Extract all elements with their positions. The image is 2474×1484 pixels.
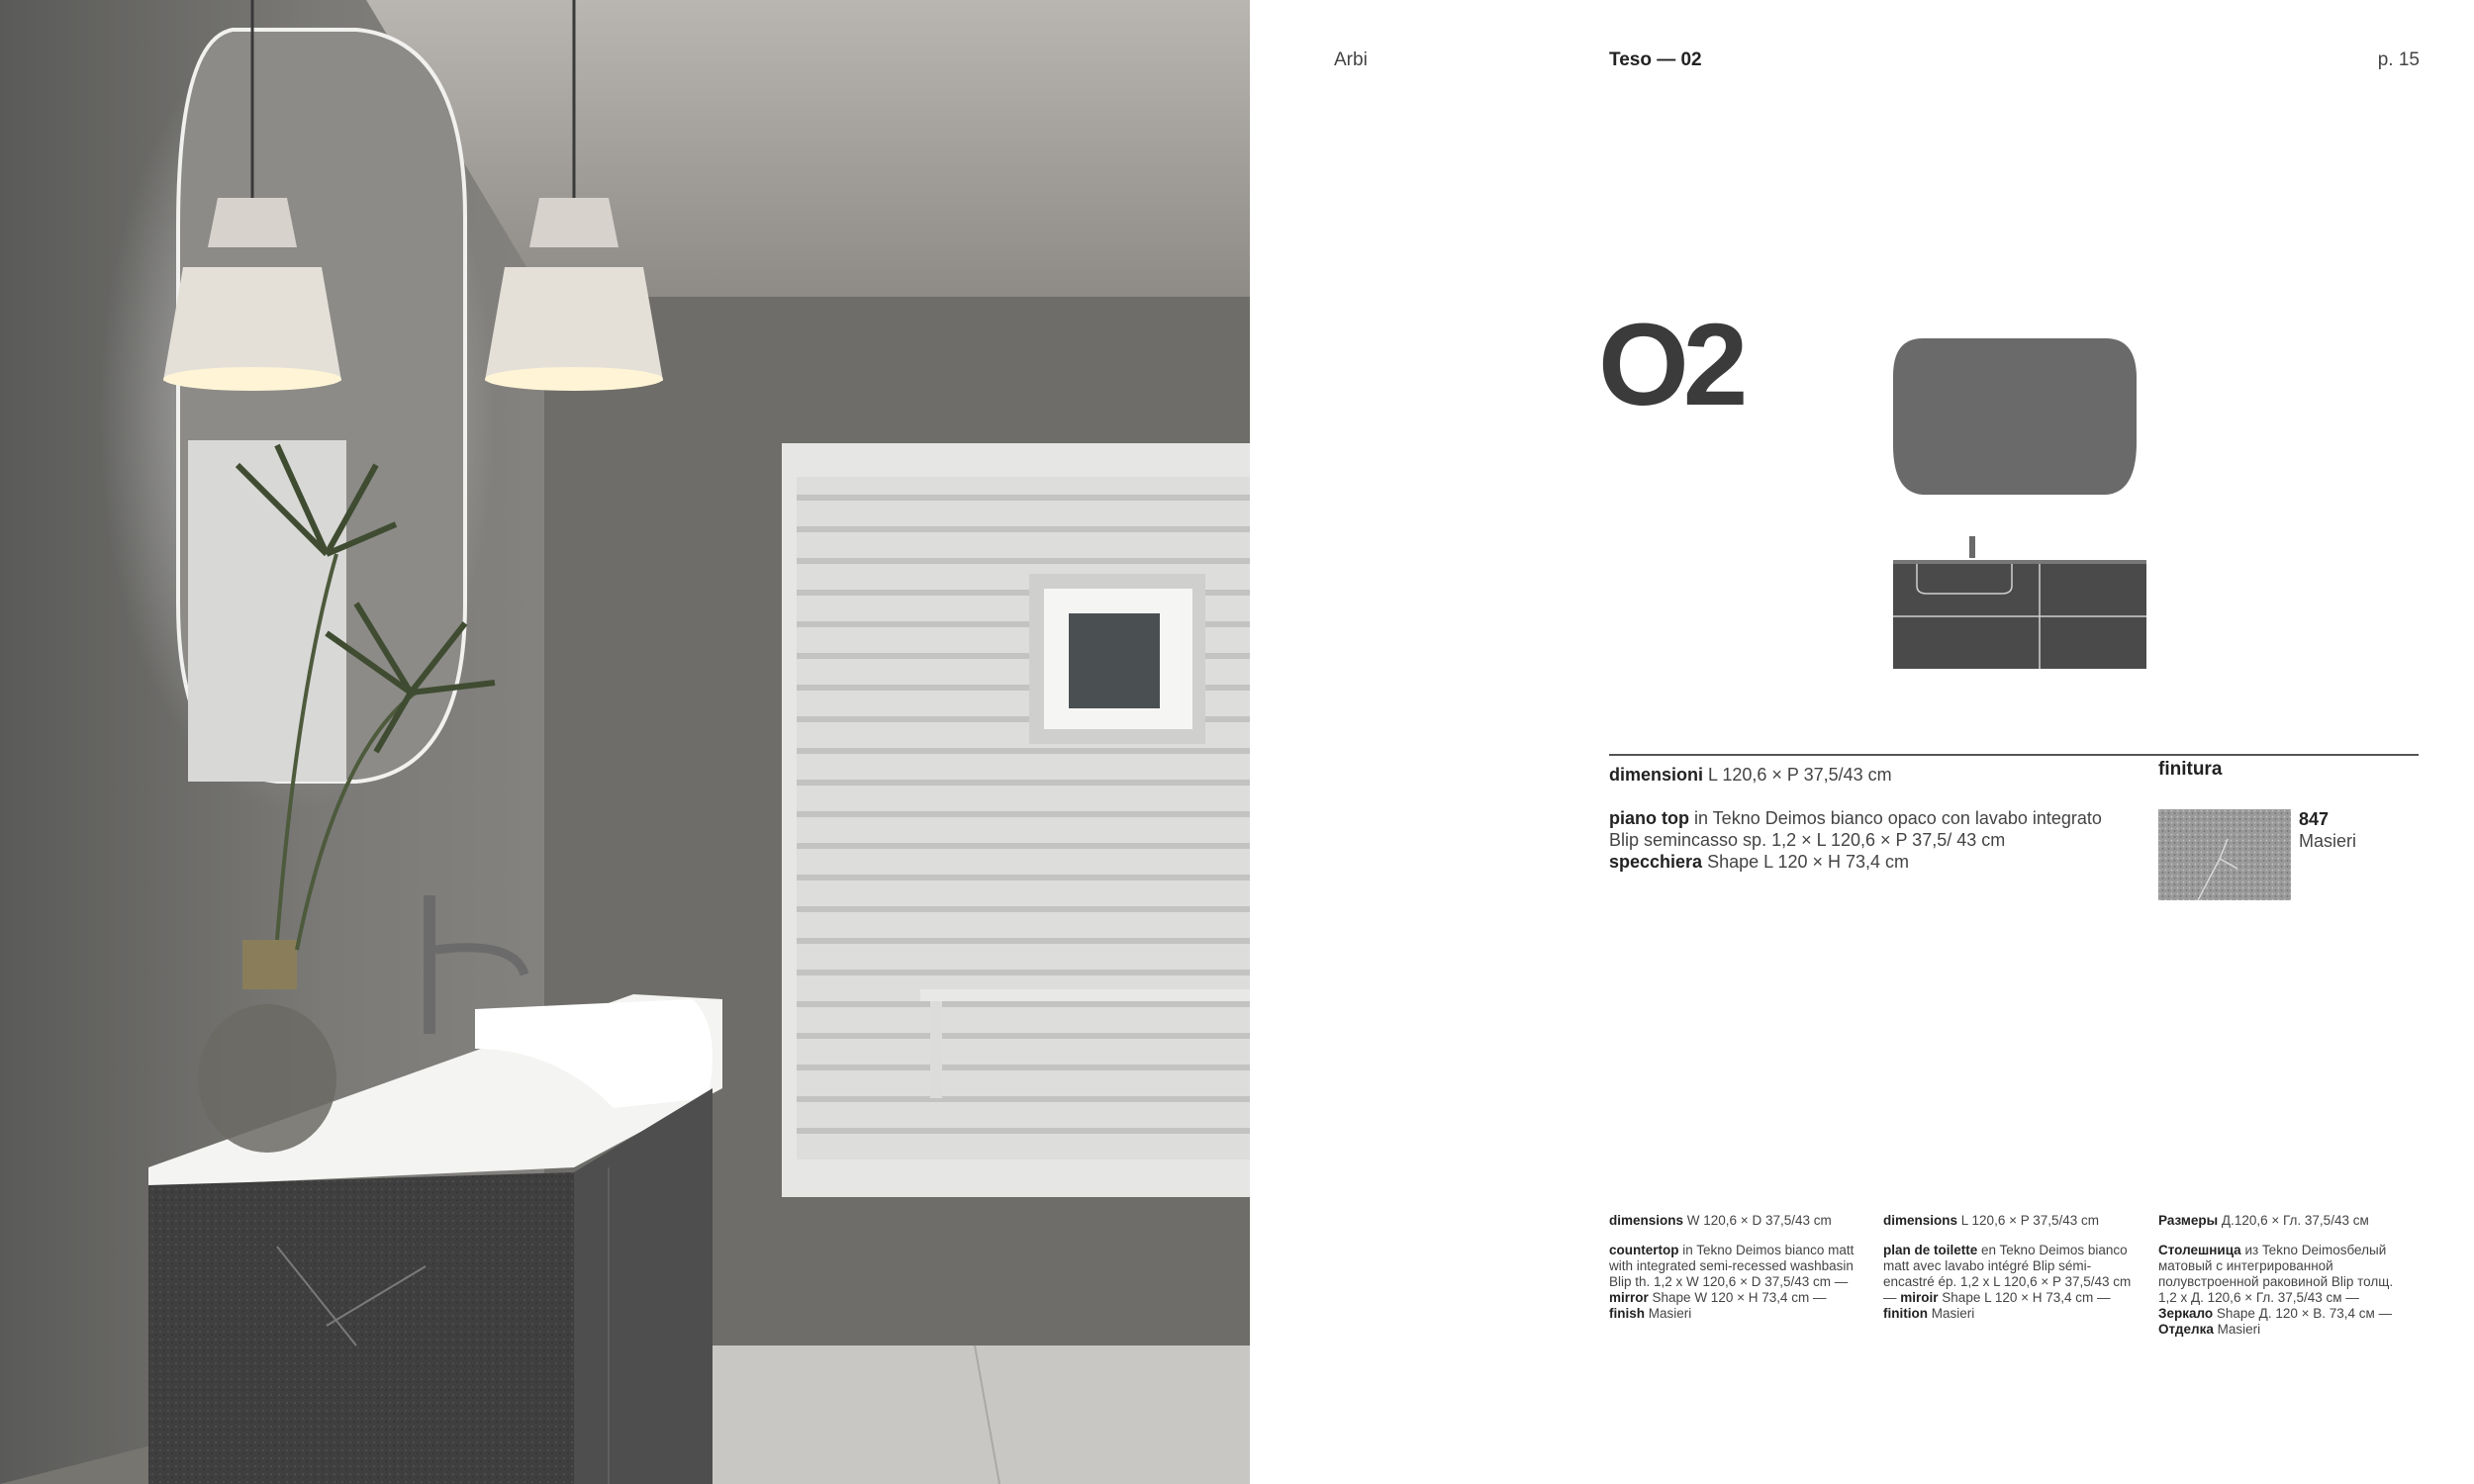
mirror-value: Shape L 120 × H 73,4 cm (1707, 852, 1910, 872)
fr-top-value: en Tekno Deimos bianco matt avec lavabo intégré Blip sémi-encastré ép. 1,2 x L 120,6 × P 37,5/43 cm — (1883, 1243, 2132, 1305)
composition-number: O2 (1598, 300, 1743, 430)
en-finish-value: Masieri (1648, 1306, 1692, 1321)
top-value: in Tekno Deimos bianco opaco con lavabo integrato Blip semincasso sp. 1,2 × L 120,6 × P 37,5/ 43 cm (1609, 808, 2102, 850)
cabinet-drawing (1893, 536, 2146, 669)
ru-top-value: из Tekno Deimosбелый матовый с интегрированной полувстроенной раковиной Blip толщ. 1,2 x Д. 120,6 × Гл. 37,5/43 см — (2158, 1243, 2394, 1305)
fr-finish-value: Masieri (1931, 1306, 1975, 1321)
dimensions-label: dimensioni (1609, 765, 1704, 785)
top-label: piano top (1609, 808, 1689, 828)
en-finish-label: finish (1609, 1306, 1645, 1321)
translation-en (1609, 1213, 1864, 1322)
ru-top-label: Столешница (2158, 1243, 2241, 1257)
ru-finish-value: Masieri (2217, 1322, 2261, 1337)
finish-code: 847 (2299, 809, 2330, 829)
composition-description (1609, 807, 2124, 873)
finish-name: Masieri (2299, 831, 2357, 851)
en-top-value: in Tekno Deimos bianco matt with integrated semi-recessed washbasin Blip th. 1,2 x W 120,6 × D 37,5/43 cm — (1609, 1243, 1855, 1289)
fr-dim-label: dimensions (1883, 1213, 1958, 1228)
ru-mirror-value: Shape Д. 120 × В. 73,4 см — (2216, 1306, 2393, 1321)
en-dim-value: W 120,6 × D 37,5/43 cm (1686, 1213, 1832, 1228)
fr-dim-value: L 120,6 × P 37,5/43 cm (1960, 1213, 2100, 1228)
model-title: Teso — 02 (1609, 49, 1702, 70)
ru-finish-label: Отделка (2158, 1322, 2214, 1337)
composition-drawing (1883, 326, 2150, 688)
spec-page (1250, 0, 2474, 1484)
dimensions-line (1609, 764, 2124, 786)
page-number: p. 15 (2377, 49, 2420, 70)
ru-dim-value: Д.120,6 × Гл. 37,5/43 см (2221, 1213, 2369, 1228)
mirror-label: specchiera (1609, 852, 1703, 872)
fr-top-label: plan de toilette (1883, 1243, 1978, 1257)
brand-name: Arbi (1334, 49, 1368, 70)
translation-ru (2158, 1213, 2414, 1338)
mirror-drawing (1893, 338, 2137, 495)
divider (1609, 754, 2419, 756)
fr-mirror-value: Shape L 120 × H 73,4 cm — (1942, 1290, 2111, 1305)
en-top-label: countertop (1609, 1243, 1679, 1257)
dimensions-value: L 120,6 × P 37,5/43 cm (1708, 765, 1892, 785)
translation-fr (1883, 1213, 2139, 1322)
fr-mirror-label: miroir (1900, 1290, 1939, 1305)
en-dim-label: dimensions (1609, 1213, 1684, 1228)
fr-finish-label: finition (1883, 1306, 1928, 1321)
finish-swatch (2158, 809, 2291, 900)
en-mirror-label: mirror (1609, 1290, 1649, 1305)
en-mirror-value: Shape W 120 × H 73,4 cm — (1652, 1290, 1827, 1305)
ru-mirror-label: Зеркало (2158, 1306, 2214, 1321)
finish-title: finitura (2158, 759, 2223, 780)
ru-dim-label: Размеры (2158, 1213, 2219, 1228)
